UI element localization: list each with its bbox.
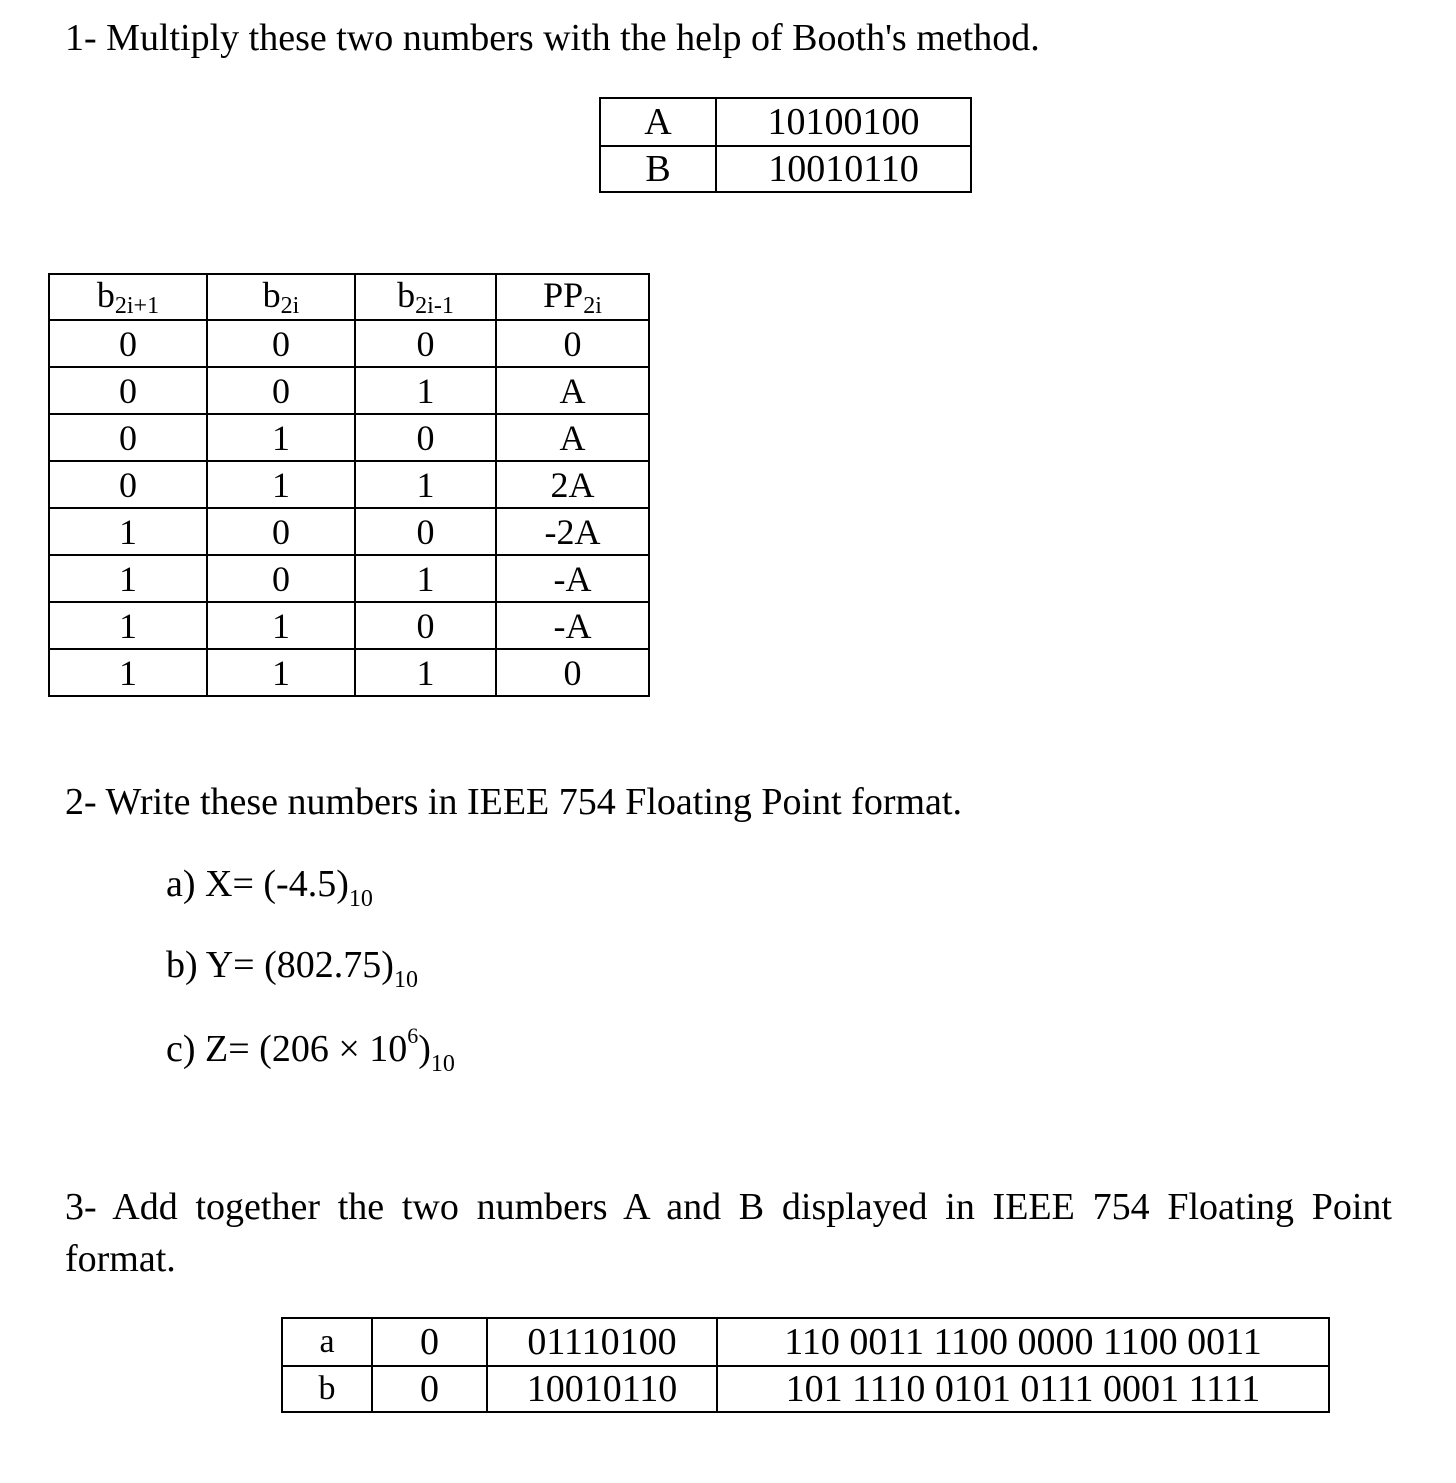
float-sign: 0 bbox=[372, 1318, 487, 1366]
table-cell: -A bbox=[496, 555, 649, 602]
q2-title: 2- Write these numbers in IEEE 754 Floating Point format. bbox=[65, 781, 962, 823]
table-cell: 1 bbox=[207, 649, 355, 696]
table-cell: 1 bbox=[49, 602, 207, 649]
table-cell: 0 bbox=[355, 320, 496, 367]
table-cell: 1 bbox=[355, 461, 496, 508]
table-cell: 0 bbox=[207, 508, 355, 555]
operand-row-b bbox=[600, 146, 971, 192]
q2-item-b: b) $Y= (802.75)_{10}$ bbox=[166, 944, 418, 993]
booth-header-row bbox=[49, 274, 649, 320]
table-cell: 2A bbox=[496, 461, 649, 508]
table-row bbox=[49, 367, 649, 414]
table-cell: 1 bbox=[49, 649, 207, 696]
table-cell: 1 bbox=[355, 367, 496, 414]
table-cell: 0 bbox=[49, 461, 207, 508]
q1-title: 1- Multiply these two numbers with the help of Booth's method. bbox=[65, 17, 1040, 59]
operand-value: 10010110 bbox=[716, 146, 971, 192]
operand-label: A bbox=[600, 98, 716, 146]
table-row bbox=[49, 602, 649, 649]
operand-label: B bbox=[600, 146, 716, 192]
table-cell: 0 bbox=[49, 320, 207, 367]
q3-title-line2: format. bbox=[65, 1238, 176, 1280]
q3-title-line1: 3- Add together the two numbers A and B displayed in IEEE 754 Floating Point bbox=[65, 1186, 1392, 1228]
float-exponent: 10010110 bbox=[487, 1366, 717, 1412]
table-cell: 1 bbox=[49, 555, 207, 602]
table-cell: 0 bbox=[496, 649, 649, 696]
table-cell: 0 bbox=[496, 320, 649, 367]
table-cell: -A bbox=[496, 602, 649, 649]
float-mantissa: 110 0011 1100 0000 1100 0011 bbox=[717, 1318, 1329, 1366]
float-table bbox=[281, 1317, 1330, 1413]
header-b2i+1: b2i+1 bbox=[49, 274, 207, 320]
operand-value: 10100100 bbox=[716, 98, 971, 146]
table-cell: 0 bbox=[49, 367, 207, 414]
float-row-a bbox=[282, 1318, 1329, 1366]
table-cell: 1 bbox=[49, 508, 207, 555]
operand-row-a bbox=[600, 98, 971, 146]
float-mantissa: 101 1110 0101 0111 0001 1111 bbox=[717, 1366, 1329, 1412]
table-row bbox=[49, 320, 649, 367]
table-cell: A bbox=[496, 367, 649, 414]
table-cell: 1 bbox=[207, 602, 355, 649]
float-sign: 0 bbox=[372, 1366, 487, 1412]
table-row bbox=[49, 555, 649, 602]
q2-item-a: a) $X= (-4.5)_{10}$ bbox=[166, 863, 373, 912]
header-b2i: b2i bbox=[207, 274, 355, 320]
header-pp2i: PP2i bbox=[496, 274, 649, 320]
table-row bbox=[49, 461, 649, 508]
booth-table bbox=[48, 273, 650, 697]
q2-item-c: c) $Z= (206 \times 10^6)_{10}$ bbox=[166, 1023, 455, 1077]
table-cell: 0 bbox=[207, 367, 355, 414]
table-cell: 0 bbox=[207, 555, 355, 602]
table-cell: 0 bbox=[355, 414, 496, 461]
table-cell: 1 bbox=[355, 555, 496, 602]
table-cell: -2A bbox=[496, 508, 649, 555]
table-cell: 0 bbox=[207, 320, 355, 367]
table-row bbox=[49, 414, 649, 461]
table-row bbox=[49, 508, 649, 555]
header-b2i-1: b2i-1 bbox=[355, 274, 496, 320]
table-cell: 0 bbox=[355, 602, 496, 649]
float-exponent: 01110100 bbox=[487, 1318, 717, 1366]
float-label: a bbox=[282, 1318, 372, 1366]
table-row bbox=[49, 649, 649, 696]
table-cell: 1 bbox=[355, 649, 496, 696]
float-label: b bbox=[282, 1366, 372, 1412]
table-cell: 1 bbox=[207, 461, 355, 508]
table-cell: A bbox=[496, 414, 649, 461]
table-cell: 1 bbox=[207, 414, 355, 461]
operands-table bbox=[599, 97, 972, 193]
table-cell: 0 bbox=[49, 414, 207, 461]
float-row-b bbox=[282, 1366, 1329, 1412]
table-cell: 0 bbox=[355, 508, 496, 555]
